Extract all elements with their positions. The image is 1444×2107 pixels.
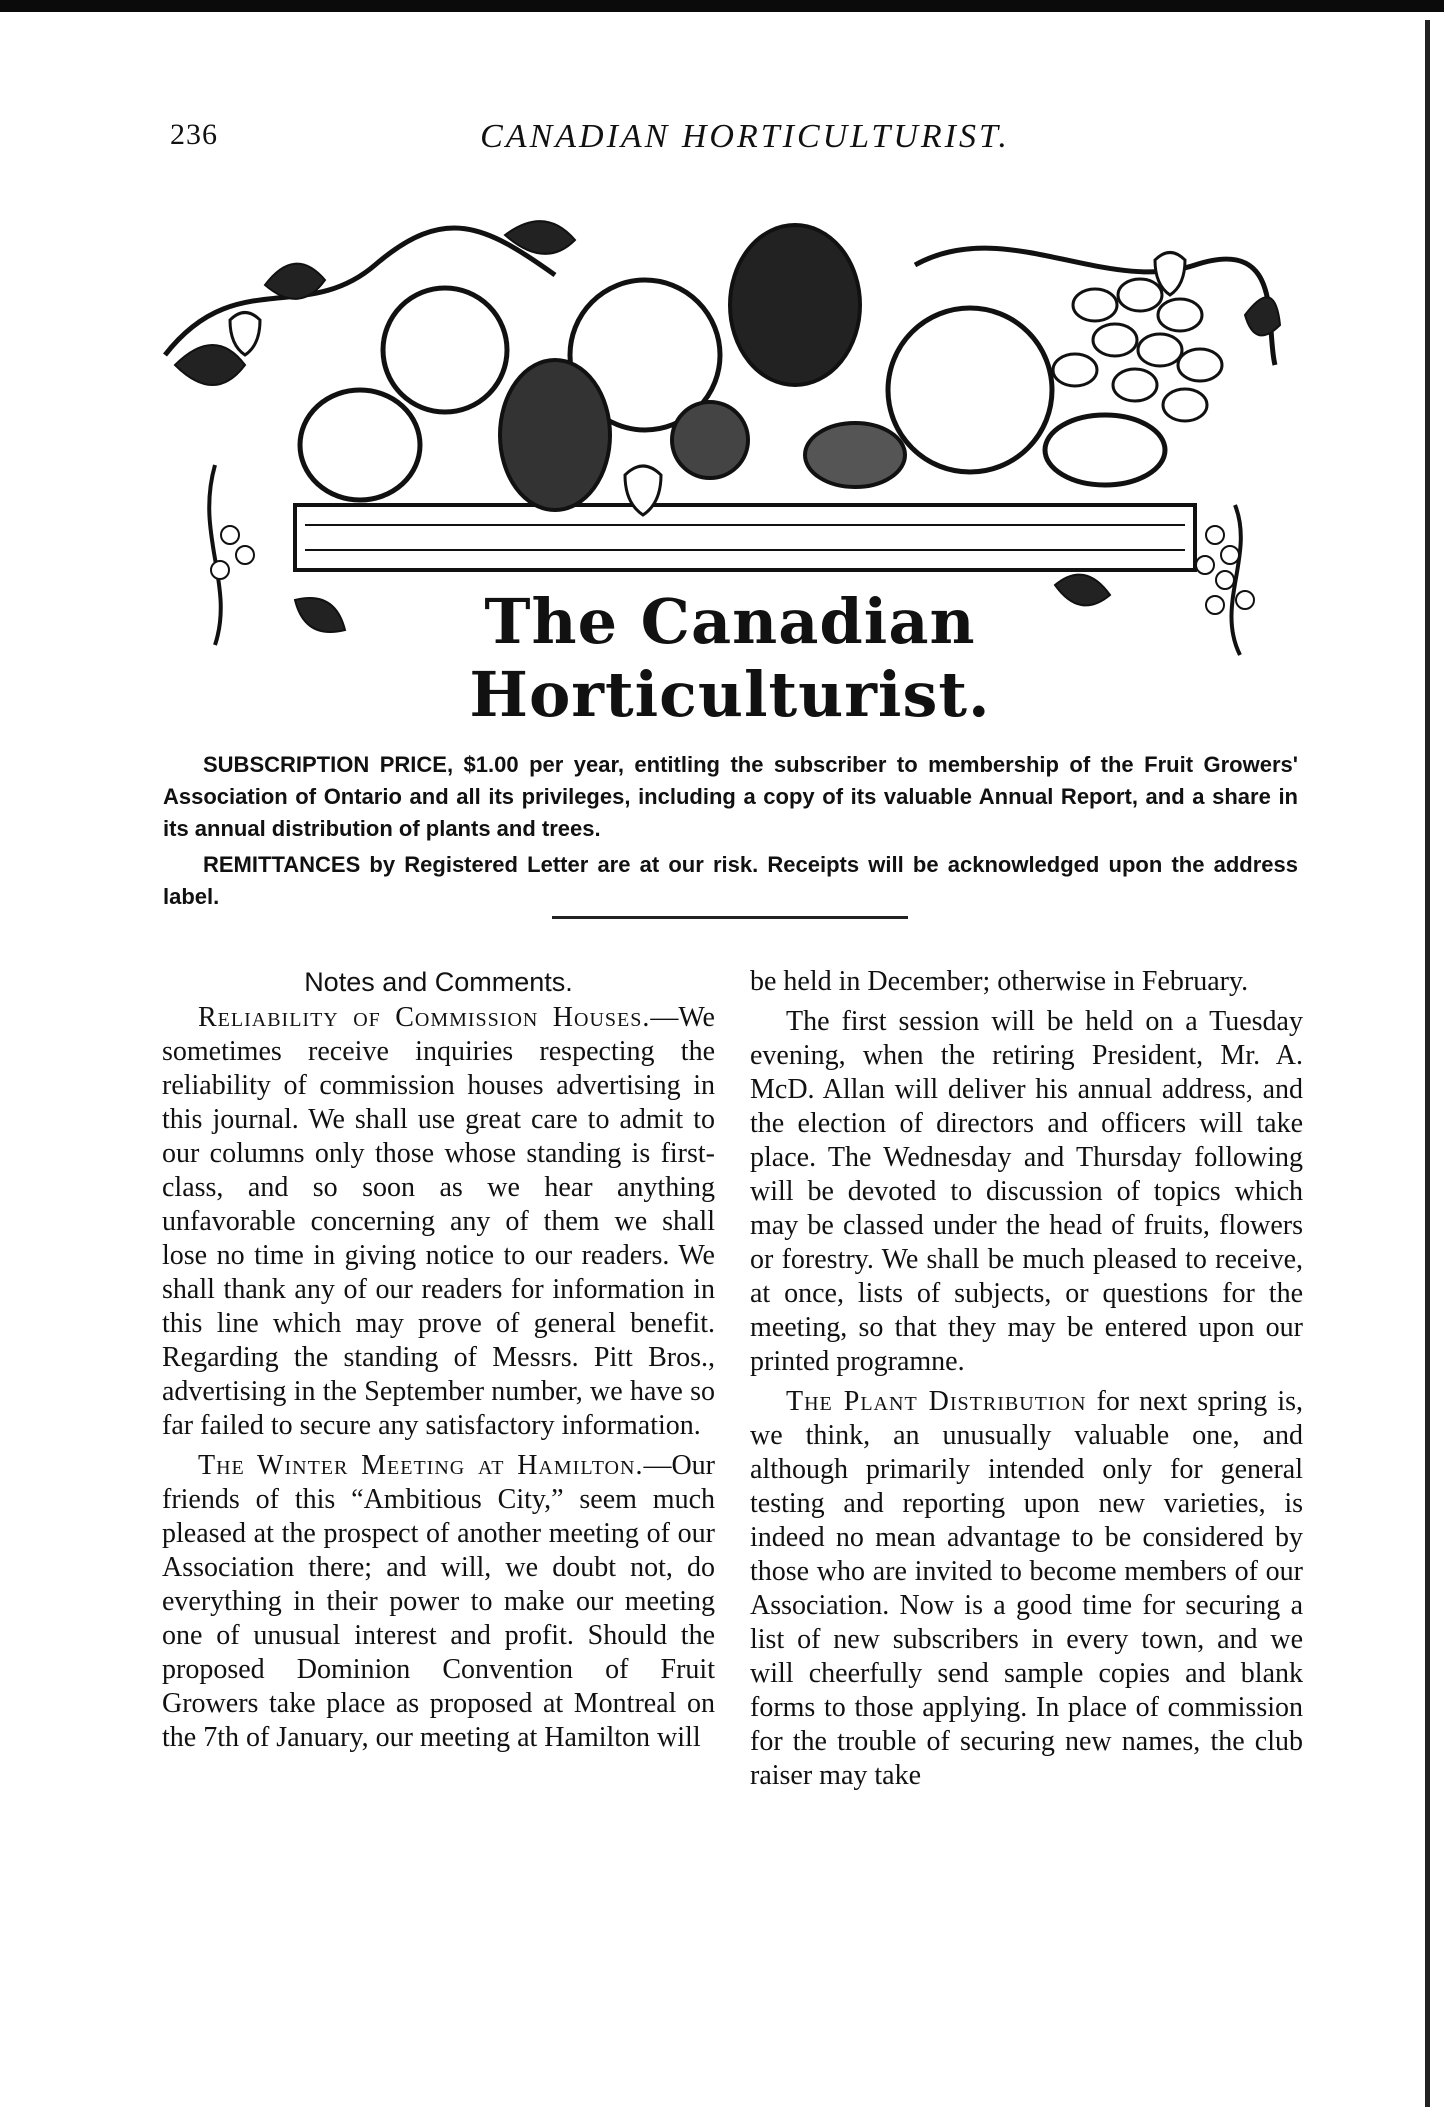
scan-border-top (0, 0, 1444, 12)
article-heading: Notes and Comments. (304, 967, 573, 997)
paragraph-winter-meeting (162, 1449, 715, 1755)
masthead-title: The Canadian Horticulturist. (469, 585, 991, 731)
paragraph-commission-houses (162, 1001, 715, 1443)
paragraph-first-session: The first session will be held on a Tuesday evening, when the retiring President, Mr. A. McD. Allan will deliver his annual address, and the election of directors and officers will take place. The Wednesday and Thursday following will be devoted to discussion of topics which may be classed under the head of fruits, flowers or forestry. We shall be much pleased to receive, at once, lists of subjects, or questions for the meeting, so that they may be entered upon our printed programne. (750, 1006, 1303, 1377)
section-divider (552, 916, 908, 919)
article-column-right (750, 965, 1303, 1799)
paragraph-body: for next spring is, we think, an unusually valuable one, and although primarily intended only for general testing and reporting upon new varieties, is indeed no mean advantage to be considered by those who are invited to become members of our Association. Now is a good time for securing a list of new subscribers in every town, and we will cheerfully send sample copies and blank forms to those applying. In place of commission for the trouble of securing new names, the club raiser may take (750, 1386, 1303, 1791)
paragraph-plant-distribution (750, 1385, 1303, 1793)
page-header (170, 118, 1320, 168)
paragraph-lead: The Plant Distribution (786, 1386, 1087, 1417)
paragraph-lead: Reliability of Commission Houses. (198, 1002, 651, 1033)
paragraph-body: —Our friends of this “Ambitious City,” seem much pleased at the prospect of another meeting of our Association there; and will, we doubt not, do everything in their power to make our meeting one of unusual interest and profit. Should the proposed Dominion Convention of Fruit Growers take place as proposed at Montreal on the 7th of January, our meeting at Hamilton will (162, 1450, 715, 1753)
running-title: CANADIAN HORTICULTURIST. (480, 118, 1010, 155)
subscription-notice: SUBSCRIPTION PRICE, $1.00 per year, entitling the subscriber to membership of the Fruit Growers' Association of Ontario and all its privileges, including a copy of its valuable Annual Report, and a share in its annual distribution of plants and trees. (163, 752, 1298, 841)
article-column-left (162, 965, 715, 1761)
paragraph-continued: be held in December; otherwise in February. (750, 966, 1249, 997)
remittances-notice: REMITTANCES by Registered Letter are at our risk. Receipts will be acknowledged upon the address label. (163, 852, 1298, 909)
page-number: 236 (170, 118, 218, 151)
paragraph-lead: The Winter Meeting at Hamilton. (198, 1450, 644, 1481)
paragraph-body: —We sometimes receive inquiries respecting the reliability of commission houses advertising in this journal. We shall use great care to admit to our columns only those whose standing is first-class, and so soon as we hear anything unfavorable concerning any of them we shall lose no time in giving notice to our readers. We shall thank any of our readers for information in this line which may prove of general benefit. Regarding the standing of Messrs. Pitt Bros., advertising in the September number, we have so far failed to secure any satisfactory information. (162, 1002, 715, 1441)
scan-border-right (1425, 20, 1430, 2107)
